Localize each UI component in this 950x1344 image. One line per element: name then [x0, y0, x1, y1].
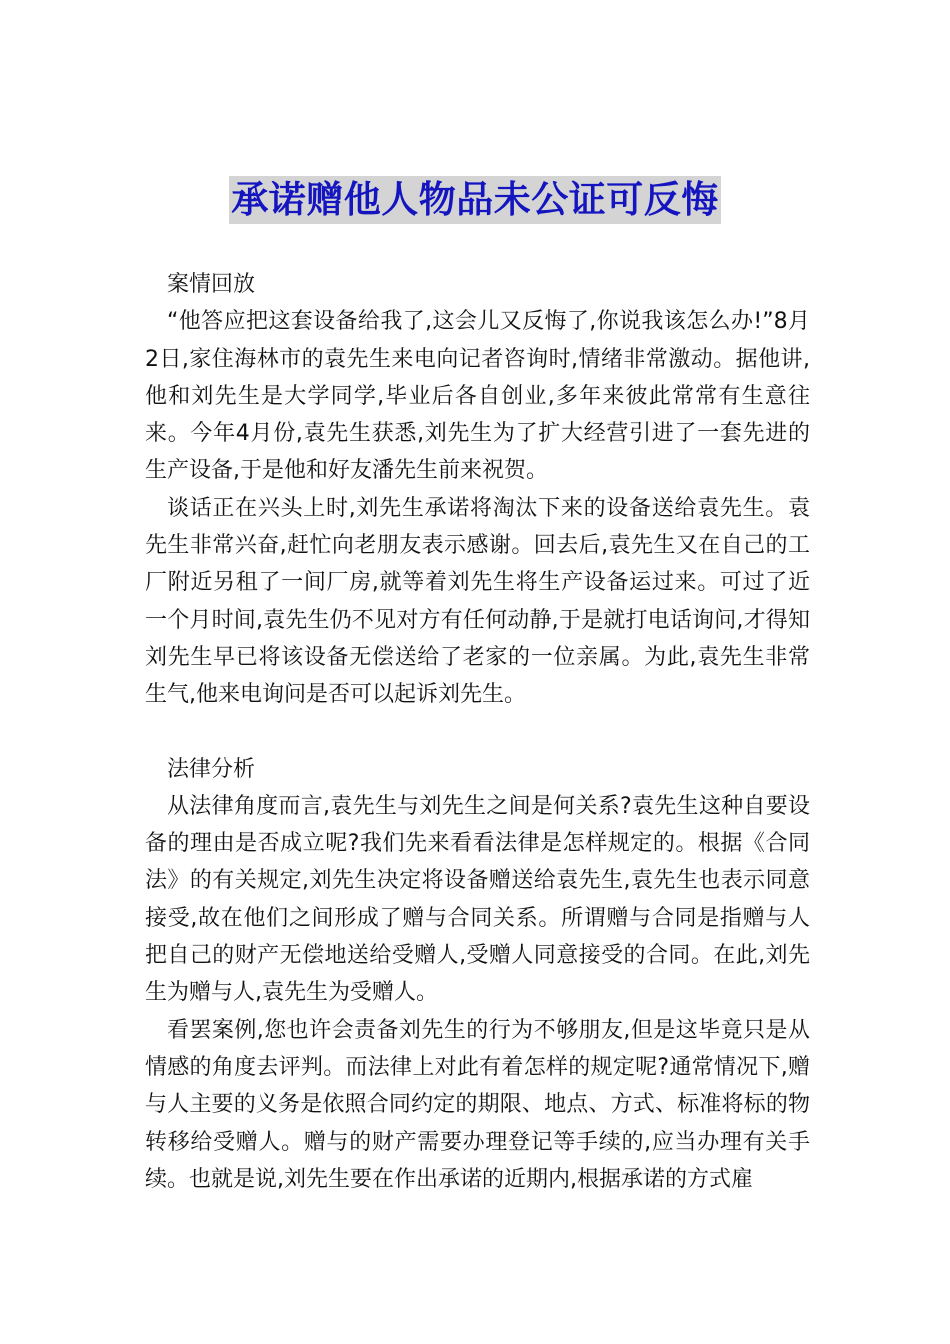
paragraph: 谈话正在兴头上时,刘先生承诺将淘汰下来的设备送给袁先生。袁先生非常兴奋,赶忙向老朋友表示感谢。回去后,袁先生又在自己的工厂附近另租了一间厂房,就等着刘先生将生产设备运过来。可过了近一个月时间,袁先生仍不见对方有任何动静,于是就打电话询问,才得知刘先生早已将该设备无偿送给了老家的一位亲属。为此,袁先生非常生气,他来电询问是否可以起诉刘先生。: [145, 495, 810, 708]
document-title: 承诺赠他人物品未公证可反悔: [229, 176, 721, 224]
section-heading-case-review: 案情回放: [167, 272, 256, 297]
section-spacer: [145, 714, 810, 751]
paragraph: 看罢案例,您也许会责备刘先生的行为不够朋友,但是这毕竟只是从情感的角度去评判。而法律上对此有着怎样的规定呢?通常情况下,赠与人主要的义务是依照合同约定的期限、地点、方式、标准将标的物转移给受赠人。赠与的财产需要办理登记等手续的,应当办理有关手续。也就是说,刘先生要在作出承诺的近期内,根据承诺的方式雇: [145, 1017, 810, 1192]
title-container: [0, 176, 950, 224]
paragraph: 从法律角度而言,袁先生与刘先生之间是何关系?袁先生这种自要设备的理由是否成立呢?我们先来看看法律是怎样规定的。根据《合同法》的有关规定,刘先生决定将设备赠送给袁先生,袁先生也表示同意接受,故在他们之间形成了赠与合同关系。所谓赠与合同是指赠与人把自己的财产无偿地送给受赠人,受赠人同意接受的合同。在此,刘先生为赠与人,袁先生为受赠人。: [145, 793, 810, 1006]
document-body: [145, 266, 810, 1198]
paragraph: “他答应把这套设备给我了,这会儿又反悔了,你说我该怎么办!”8月2日,家住海林市的袁先生来电向记者咨询时,情绪非常激动。据他讲,他和刘先生是大学同学,毕业后各自创业,多年来彼此常常有生意往来。今年4月份,袁先生获悉,刘先生为了扩大经营引进了一套先进的生产设备,于是他和好友潘先生前来祝贺。: [145, 309, 810, 484]
section-heading-legal-analysis: 法律分析: [167, 756, 256, 782]
